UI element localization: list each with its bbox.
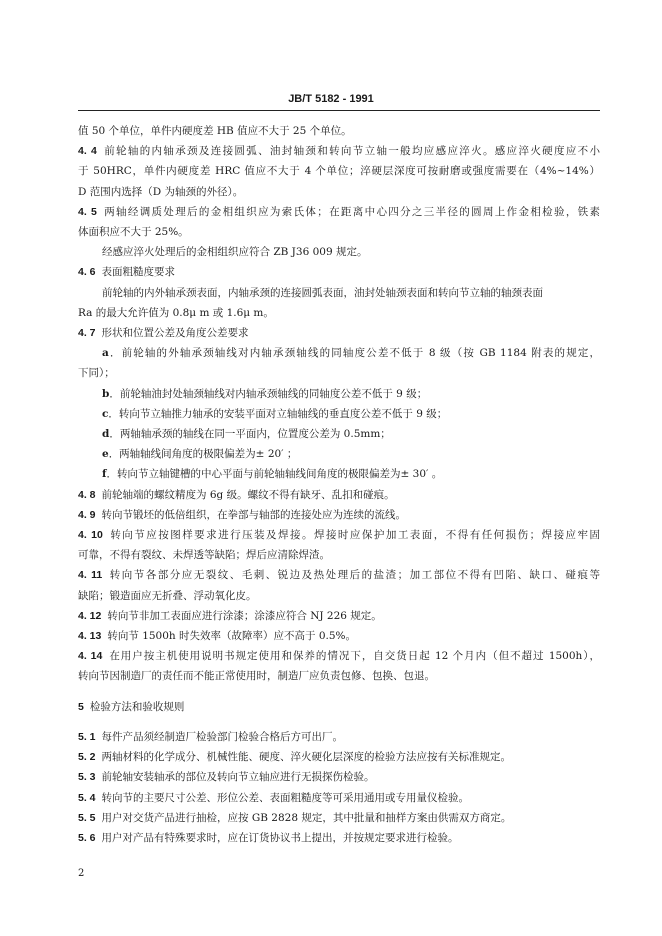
- header-rule: [78, 110, 600, 111]
- line-text: 每件产品须经制造厂检验部门检验合格后方可出厂。: [101, 730, 344, 743]
- clause-number: 4. 11: [78, 569, 103, 582]
- clause-heading: [78, 262, 600, 282]
- line-text: 前轮轴安装轴承的部位及转向节立轴应进行无损探伤检验。: [101, 771, 375, 784]
- line-text: ．两轴轴承颈的轴线在同一平面内，位置度公差为 0.5mm；: [109, 428, 391, 441]
- clause-line: [78, 767, 600, 787]
- list-item-line: [78, 444, 600, 464]
- clause-line: [78, 586, 600, 606]
- section-heading: [78, 697, 600, 717]
- list-item-label: c: [102, 407, 109, 420]
- list-item-line: [78, 404, 600, 424]
- clause-line: [78, 222, 600, 242]
- clause-line: [78, 182, 600, 202]
- clause-line: [78, 727, 600, 747]
- line-text: ．两轴轴线间角度的极限偏差为± 20′ ；: [108, 448, 298, 461]
- section-spacing: [78, 687, 600, 697]
- clause-line: [78, 545, 600, 565]
- clause-line: [78, 808, 600, 828]
- paragraph-continuation: 值 50 个单位，单件内硬度差 HB 值应不大于 25 个单位。: [78, 125, 352, 137]
- document-body: [78, 121, 600, 848]
- list-item-label: b: [102, 387, 110, 400]
- line-text: 两轴经调质处理后的金相组织应为索氏体；在距离中心四分之三半径的圆周上作金相检验，铁素: [102, 205, 601, 218]
- clause-line: [78, 747, 600, 767]
- line-text: ．转向节立轴推力轴承的安装平面对立轴轴线的垂直度公差不低于 9 级；: [108, 407, 448, 420]
- line-text: 前轮轴的内轴承颈及连接圆弧、油封轴颈和转向节立轴一般均应感应淬火。感应淬火硬度应不小: [102, 145, 601, 158]
- clause-number: 4. 9: [78, 508, 96, 521]
- line-text: 转向节 1500h 时失效率（故障率）应不高于 0.5%。: [107, 630, 357, 643]
- clause-title: 表面粗糙度要求: [101, 266, 176, 279]
- line-text: 转向节因制造厂的责任而不能正常使用时，制造厂应负责包修、包换、包退。: [78, 670, 435, 683]
- clause-line: [78, 606, 600, 626]
- clause-line: [78, 141, 600, 161]
- clause-line: [78, 505, 600, 525]
- list-item-label: f: [102, 468, 107, 481]
- paragraph: 经感应淬火处理后的金相组织应符合 ZB J36 009 规定。: [102, 246, 368, 259]
- clause-number: 5. 6: [78, 831, 96, 844]
- clause-number: 5. 2: [78, 751, 96, 764]
- list-item-label: d: [102, 428, 110, 441]
- line-text: 前轮轴端的螺纹精度为 6g 级。螺纹不得有缺牙、乱扣和碰痕。: [101, 488, 395, 501]
- list-item-line: [78, 343, 600, 363]
- line-text: 用户对交货产品进行抽检，应按 GB 2828 规定，其中批量和抽样方案由供需双方商定。: [101, 811, 512, 824]
- line-text: 在用户按主机使用说明书规定使用和保养的情况下，自交货日起 12 个月内（但不超过 1500h），: [108, 650, 601, 663]
- clause-number: 4. 6: [78, 266, 96, 279]
- clause-line: [78, 161, 600, 181]
- page-number: 2: [78, 868, 85, 879]
- clause-line: [78, 485, 600, 505]
- line-text: 下同）；: [78, 367, 115, 380]
- clause-number: 4. 5: [78, 205, 97, 218]
- clause-number: 5. 1: [78, 730, 96, 743]
- clause-number: 5. 4: [78, 791, 96, 804]
- page-header-doc-code: JB/T 5182 - 1991: [288, 93, 374, 105]
- list-item-line: [78, 424, 600, 444]
- paragraph-continuation: Ra 的最大允许值为 0.8μ m 或 1.6μ m。: [78, 306, 274, 319]
- clause-line: [78, 828, 600, 848]
- clause-line: [78, 788, 600, 808]
- list-item-line: [78, 384, 600, 404]
- section-spacing: [78, 717, 600, 727]
- clause-number: 4. 8: [78, 488, 96, 501]
- clause-number: 4. 13: [78, 630, 102, 643]
- line-text: 转向节各部分应无裂纹、毛刺、锐边及热处理后的盐渣；加工部位不得有凹陷、缺口、碰痕等: [108, 569, 601, 582]
- section-number: 5: [78, 700, 84, 713]
- clause-number: 4. 4: [78, 145, 97, 158]
- line-text: 体面积应不大于 25%。: [78, 226, 189, 239]
- line-text: 转向节应按图样要求进行压装及焊接。焊接时应保护加工表面，不得有任何损伤；焊接应牢固: [108, 529, 601, 542]
- list-item-line: [78, 363, 600, 383]
- line-text: 可靠，不得有裂纹、未焊透等缺陷；焊后应清除焊渣。: [78, 549, 330, 562]
- clause-line: [78, 626, 600, 646]
- line-text: D 范围内选择（D 为轴颈的外径）。: [78, 185, 244, 198]
- list-item-line: [78, 464, 600, 484]
- clause-number: 4. 7: [78, 327, 96, 340]
- clause-line: [78, 666, 600, 686]
- clause-heading: [78, 323, 600, 343]
- clause-line: [78, 646, 600, 666]
- list-item-label: e: [102, 448, 109, 461]
- clause-number: 4. 12: [78, 609, 102, 622]
- line-text: 于 50HRC，单件内硬度差 HRC 值应不大于 4 个单位；淬硬层深度可按耐磨或强度需要在（4%~14%）: [78, 165, 600, 178]
- clause-title: 形状和位置公差及角度公差要求: [101, 327, 249, 340]
- line-text: 用户对产品有特殊要求时，应在订货协议书上提出，并按规定要求进行检验。: [101, 831, 459, 844]
- clause-number: 4. 10: [78, 529, 103, 542]
- clause-number: 4. 14: [78, 650, 103, 663]
- paragraph: 前轮轴的内外轴承颈表面，内轴承颈的连接圆弧表面，油封处轴颈表面和转向节立轴的轴颈表面: [102, 286, 543, 299]
- line-text: 缺陷；锻造面应无折叠、浮动氧化皮。: [78, 589, 257, 602]
- list-item-label: a: [102, 347, 109, 360]
- line-text: 转向节的主要尺寸公差、形位公差、表面粗糙度等可采用通用或专用量仪检验。: [101, 791, 470, 804]
- clause-line: [78, 525, 600, 545]
- clause-number: 5. 5: [78, 811, 96, 824]
- clause-line: [78, 565, 600, 585]
- line-text: ．前轮轴的外轴承颈轴线对内轴承颈轴线的同轴度公差不低于 8 级（按 GB 1184 附表的规定，: [108, 347, 600, 360]
- clause-line: [78, 202, 600, 222]
- section-title: 检验方法和验收规则: [89, 700, 185, 713]
- line-text: 两轴材料的化学成分、机械性能、硬度、淬火硬化层深度的检验方法应按有关标准规定。: [101, 751, 512, 764]
- line-text: ．前轮轴油封处轴颈轴线对内轴承颈轴线的同轴度公差不低于 9 级；: [109, 387, 428, 400]
- line-text: 转向节锻坯的低倍组织，在拳部与轴部的连接处应为连续的流线。: [101, 508, 407, 521]
- line-text: 转向节非加工表面应进行涂漆；涂漆应符合 NJ 226 规定。: [107, 609, 382, 622]
- clause-number: 5. 3: [78, 771, 96, 784]
- line-text: ．转向节立轴键槽的中心平面与前轮轴轴线间角度的极限偏差为± 30′ 。: [106, 468, 443, 481]
